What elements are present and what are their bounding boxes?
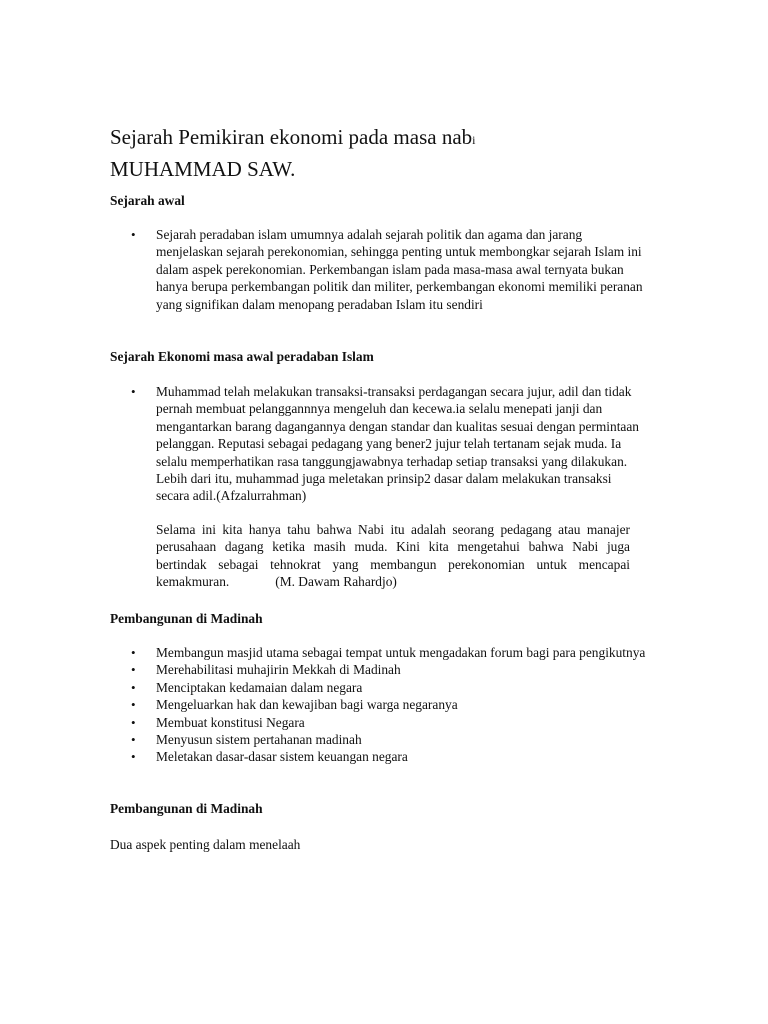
bullet-list-pembangunan-madinah	[0, 644, 768, 766]
list-item-text: Muhammad telah melakukan transaksi-transaksi perdagangan secara jujur, adil dan tidak pernah membuat pelanggannnya mengeluh dan kecewa.ia selalu menepati janji dan mengantarkan barang dagangannya dengan standar dan kualitas sesuai dengan permintaan pelanggan. Reputasi sebagai pedagang yang bener2 jujur telah tertanam sejak muda. Ia selalu memperhatikan rasa tanggungjawabnya terhadap setiap transaksi yang dilakukan. Lebih dari itu, muhammad juga meletakan prinsip2 dasar dalam melakukan transaksi secara adil.(Afzalurrahman)	[156, 384, 639, 504]
title-line-1: Sejarah Pemikiran ekonomi pada masa nab	[110, 125, 473, 149]
section-heading-sejarah-awal: Sejarah awal	[110, 193, 185, 208]
body-text-dua-aspek: Dua aspek penting dalam menelaah	[110, 837, 301, 852]
list-item-text: Menciptakan kedamaian dalam negara	[156, 679, 363, 695]
bullet-marker: •	[131, 697, 136, 713]
list-item	[0, 748, 646, 765]
bullet-marker: •	[131, 227, 136, 242]
bullet-list-sejarah-awal	[0, 226, 768, 313]
title-line-1-small: i	[472, 133, 476, 147]
list-item-text: Menyusun sistem pertahanan madinah	[156, 732, 362, 748]
list-item	[0, 679, 646, 696]
list-item-text: Membangun masjid utama sebagai tempat untuk mengadakan forum bagi para pengikutnya	[156, 645, 646, 660]
list-item	[0, 714, 646, 731]
list-item	[0, 644, 646, 661]
bullet-marker: •	[131, 714, 136, 730]
bullet-marker: •	[131, 679, 136, 695]
section-heading-pembangunan-madinah: Pembangunan di Madinah	[110, 611, 263, 626]
section-heading-pembangunan-madinah-2: Pembangunan di Madinah	[110, 801, 263, 816]
document-title	[110, 123, 670, 184]
list-item-text: Mengeluarkan hak dan kewajiban bagi warga negaranya	[156, 697, 458, 713]
list-item-text: Merehabilitasi muhajirin Mekkah di Madinah	[156, 662, 401, 678]
bullet-marker: •	[131, 645, 136, 660]
title-line-2: MUHAMMAD SAW.	[110, 157, 296, 181]
section-heading-sejarah-ekonomi: Sejarah Ekonomi masa awal peradaban Islam	[110, 349, 374, 364]
bullet-marker: •	[131, 732, 136, 748]
list-item	[0, 696, 646, 713]
bullet-marker: •	[131, 384, 136, 399]
bullet-marker: •	[131, 662, 136, 678]
list-item	[0, 226, 646, 313]
list-item	[0, 661, 646, 678]
bullet-list-sejarah-ekonomi	[0, 383, 768, 505]
bullet-marker: •	[131, 749, 136, 765]
paragraph-citation: (M. Dawam Rahardjo)	[275, 574, 397, 590]
list-item	[0, 383, 646, 505]
list-item-text: Meletakan dasar-dasar sistem keuangan negara	[156, 749, 408, 765]
list-item	[0, 731, 646, 748]
paragraph-text: Selama ini kita hanya tahu bahwa Nabi itu adalah seorang pedagang atau manajer perusahaan dagang ketika masih muda. Kini kita mengetahui bahwa Nabi juga bertindak sebagai tehnokrat yang membangun perekonomian untuk mencapai kemakmuran.	[156, 522, 630, 590]
list-item-text: Membuat konstitusi Negara	[156, 714, 305, 730]
paragraph-selama-ini	[156, 521, 630, 591]
list-item-text: Sejarah peradaban islam umumnya adalah sejarah politik dan agama dan jarang menjelaskan sejarah perekonomian, sehingga penting untuk membongkar sejarah Islam ini dalam aspek perekonomian. Perkembangan islam pada masa-masa awal ternyata bukan hanya berupa perkembangan politik dan militer, perkembangan ekonomi memiliki peranan yang signifikan dalam menopang peradaban Islam itu sendiri	[156, 227, 643, 312]
